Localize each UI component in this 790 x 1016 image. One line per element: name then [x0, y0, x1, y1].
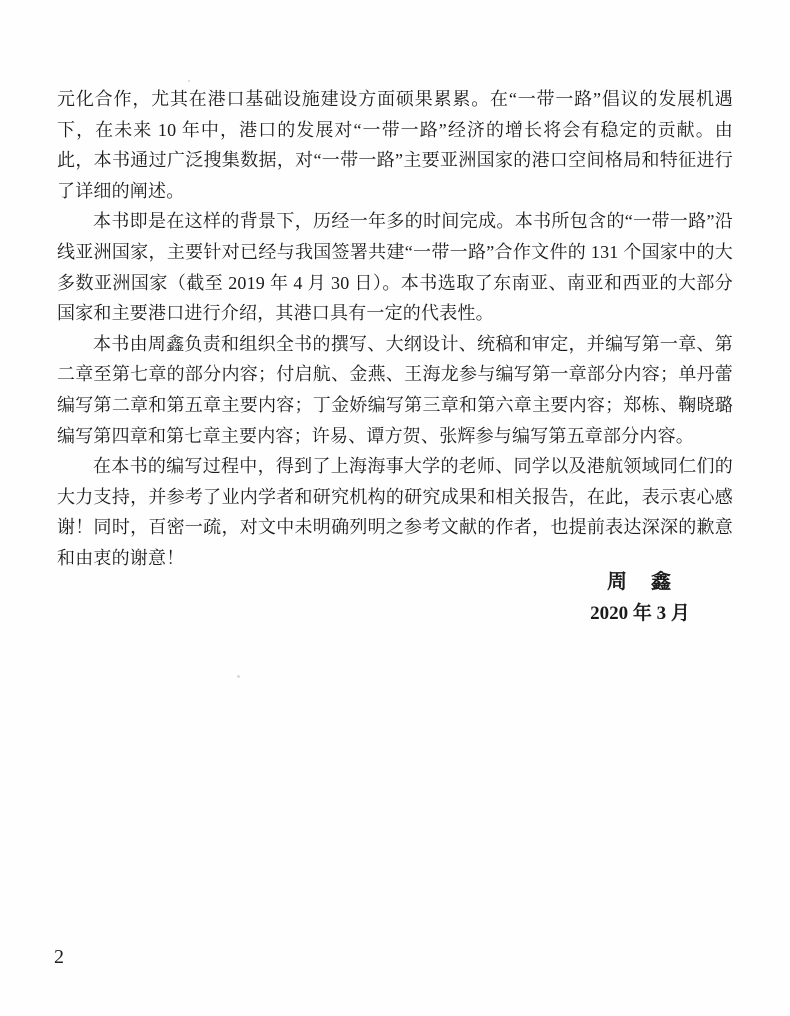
signature-date: 2020 年 3 月 — [590, 603, 690, 624]
preface-body — [57, 84, 733, 574]
signature-block — [560, 566, 720, 630]
paragraph: 在本书的编写过程中，得到了上海海事大学的老师、同学以及港航领域同仁们的大力支持，并参考了业内学者和研究机构的研究成果和相关报告，在此，表示衷心感谢！同时，百密一疏，对文中未明确列明之参考文献的作者，也提前表达深深的歉意和由衷的谢意！ — [57, 456, 733, 568]
paragraph: 本书由周鑫负责和组织全书的撰写、大纲设计、统稿和审定，并编写第一章、第二章至第七章的部分内容；付启航、金燕、王海龙参与编写第一章部分内容；单丹蕾编写第二章和第五章主要内容；丁金娇编写第三章和第六章主要内容；郑栋、鞠晓璐编写第四章和第七章主要内容；许易、谭方贺、张辉参与编写第五章部分内容。 — [57, 333, 733, 446]
page-number: 2 — [54, 946, 64, 968]
paragraph: 元化合作，尤其在港口基础设施建设方面硕果累累。在“一带一路”倡议的发展机遇下，在未来 10 年中，港口的发展对“一带一路”经济的增长将会有稳定的贡献。由此，本书通过广泛搜集数据，对“一带一路”主要亚洲国家的港口空间格局和特征进行了详细的阐述。 — [57, 89, 733, 201]
scan-speck — [188, 80, 190, 82]
paragraph: 本书即是在这样的背景下，历经一年多的时间完成。本书所包含的“一带一路”沿线亚洲国家，主要针对已经与我国签署共建“一带一路”合作文件的 131 个国家中的大多数亚洲国家（截至 2019 年 4 月 30 日）。本书选取了东南亚、南亚和西亚的大部分国家和主要港口进行介绍，其港口具有一定的代表性。 — [57, 211, 733, 324]
author-name: 周 鑫 — [607, 571, 673, 593]
scan-speck — [237, 675, 240, 678]
